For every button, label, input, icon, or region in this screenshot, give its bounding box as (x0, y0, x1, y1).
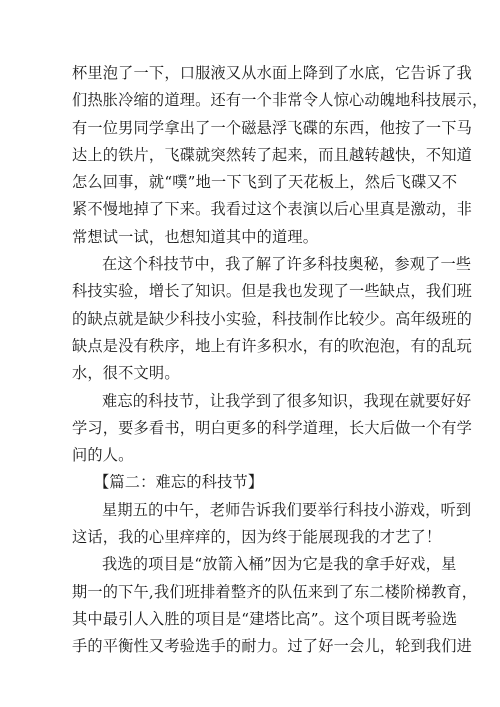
text-line: 【篇二：难忘的科技节】 (94, 473, 264, 492)
text-line: 科技实验，增长了知识。但是我也发现了一些缺点，我们班 (72, 282, 473, 301)
text-line: 缺点是没有秩序，地上有许多积水，有的吹泡泡，有的乱玩 (72, 336, 473, 355)
text-line: 水，很不文明。 (72, 364, 180, 383)
text-line: 达上的铁片，飞碟就突然转了起来，而且越转越快，不知道 (72, 145, 473, 164)
paragraph (72, 60, 488, 251)
paragraph (72, 551, 478, 660)
text-line: 这话，我的心里痒痒的，因为终于能展现我的才艺了！ (72, 528, 442, 547)
text-line: 学习，要多看书，明白更多的科学道理，长大后做一个有学 (72, 418, 473, 437)
text-line: 其中最引人入胜的项目是“建塔比高”。这个项目既考验选 (72, 609, 458, 628)
text-line: 手的平衡性又考验选手的耐力。过了好一会儿，轮到我们进 (72, 637, 473, 656)
text-line: 我选的项目是“放箭入桶”因为它是我的拿手好戏，星 (102, 555, 457, 574)
text-line: 怎么回事，就“噗”地一下飞到了天花板上，然后飞碟又不 (72, 173, 458, 192)
paragraph (72, 388, 473, 470)
text-line: 有一位男同学拿出了一个磁悬浮飞碟的东西，他按了一下马 (72, 118, 473, 137)
text-line: 难忘的科技节，让我学到了很多知识，我现在就要好好 (102, 391, 472, 410)
text-line: 紧不慢地掉了下来。我看过这个表演以后心里真是激动，非 (72, 200, 473, 219)
paragraph (72, 251, 473, 387)
text-line: 问的人。 (72, 446, 134, 465)
text-line: 们热胀冷缩的道理。还有一个非常令人惊心动魄地科技展示， (72, 91, 488, 110)
text-line: 在这个科技节中，我了解了许多科技奥秘，参观了一些 (102, 255, 472, 274)
text-line: 星期五的中午，老师告诉我们要举行科技小游戏，听到 (102, 500, 472, 519)
section-heading (72, 469, 432, 496)
text-line: 的缺点就是缺少科技小实验，科技制作比较少。高年级班的 (72, 309, 473, 328)
document-body (72, 60, 488, 661)
text-line: 期一的下午,我们班排着整齐的队伍来到了东二楼阶梯教育， (72, 582, 478, 601)
text-line: 常想试一试，也想知道其中的道理。 (72, 227, 319, 246)
text-line: 杯里泡了一下，口服液又从水面上降到了水底，它告诉了我 (72, 64, 473, 82)
paragraph (72, 497, 472, 552)
